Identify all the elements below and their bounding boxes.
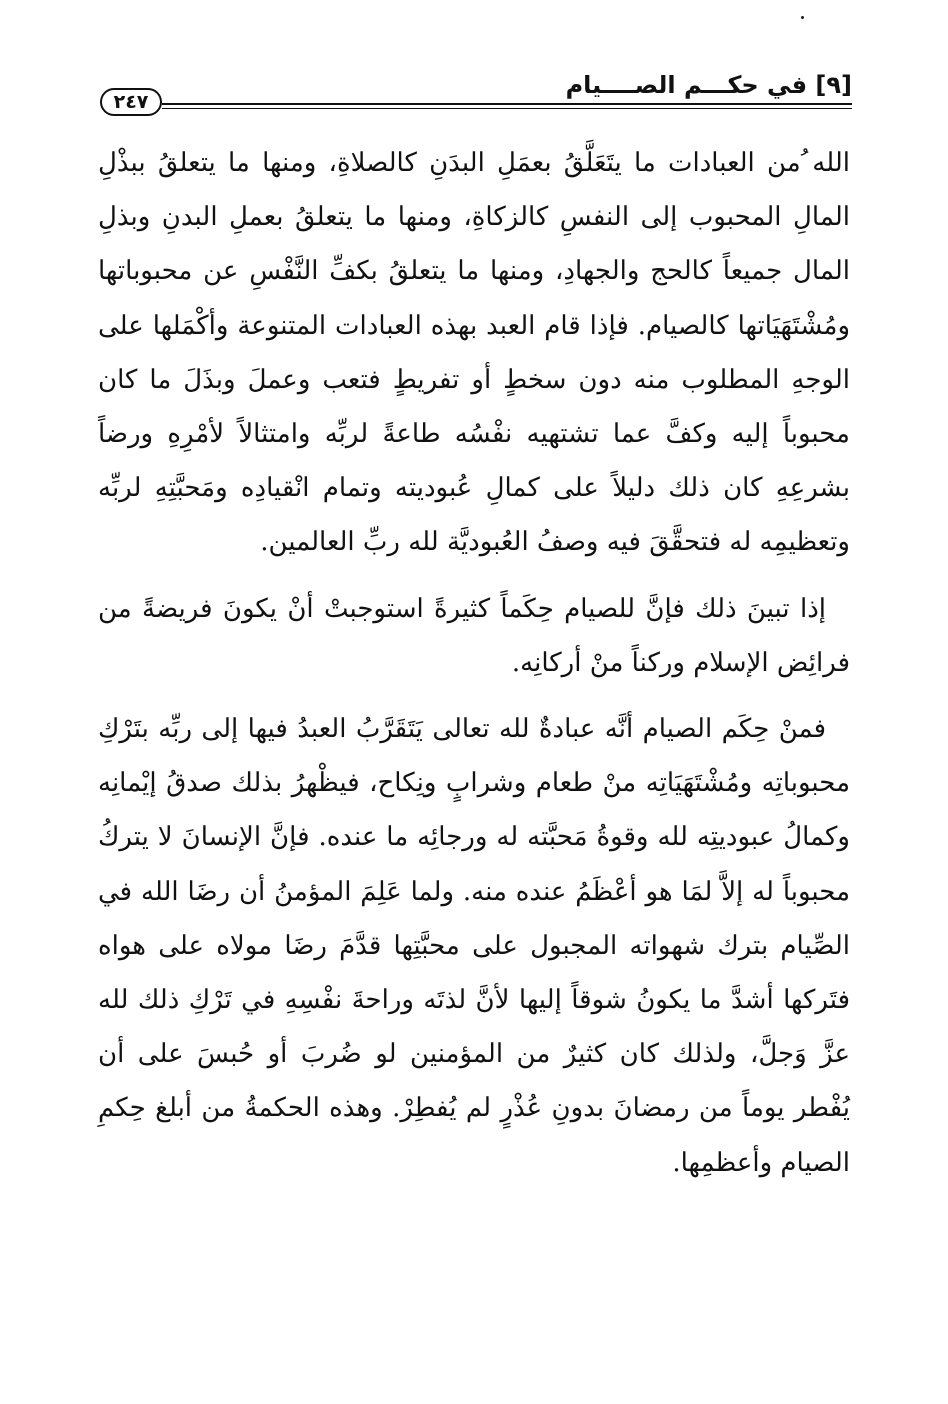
chapter-title: [٩] في حكـــم الصــــيام [565, 71, 852, 99]
ink-dot [801, 16, 804, 19]
paragraph-3: فمنْ حِكَم الصيام أنَّه عبادةٌ لله تعالى يَتَقَرَّبُ العبدُ فيها إلى ربِّه بتَرْكِ محبوباتِه ومُشْتَهَيَاتِه منْ طعام وشرابٍ ونِكاح، فيظْهرُ بذلك صدقُ إيْمانِه وكمالُ عبوديتِه لله وقوةُ مَحبَّته له ورجائِه ما عنده. فإنَّ الإنسانَ لا يتركُ محبوباً له إلاَّ لمَا هو أعْظَمُ عنده منه. ولما عَلِمَ المؤمنُ أن رضَا الله في الصِّيام بترك شهواته المجبول على محبَّتِها قدَّمَ رضَا مولاه على هواه فتَركها أشدَّ ما يكونُ شوقاً إليها لأنَّ لذتَه وراحةَ نفْسِهِ في تَرْكِ ذلك لله عزَّ وَجلَّ، ولذلك كان كثيرٌ من المؤمنين لو ضُربَ أو حُبسَ على أن يُفْطر يوماً من رمضانَ بدونِ عُذْرٍ لم يُفطِرْ. وهذه الحكمةُ من أبلغ حِكمِ الصيام وأعظمِها. [98, 714, 850, 1178]
header-rule [162, 103, 852, 109]
paragraph-1: الله ُمن العبادات ما يتَعَلَّقُ بعمَلِ البدَنِ كالصلاةِ، ومنها ما يتعلقُ ببذْلِ المالِ المحبوب إلى النفسِ كالزكاةِ، ومنها ما يتعلقُ بعملِ البدنِ وبذلِ المال جميعاً كالحج والجهادِ، ومنها ما يتعلقُ بكفِّ النَّفْسِ عن محبوباتها ومُشْتَهَيَاتها كالصيام. فإذا قام العبد بهذه العبادات المتنوعة وأكْمَلها على الوجهِ المطلوب منه دون سخطٍ أو تفريطٍ فتعب وعملَ وبذَلَ ما كان محبوباً إليه وكفَّ عما تشتهيه نفْسُه طاعةً لربِّه وامتثالاً لأمْرِهِ ورضاً بشرعِهِ كان ذلك دليلاً على كمالِ عُبوديته وتمام انْقيادِه ومَحبَّتِهِ لربِّه وتعظيمِه له فتحقَّقَ فيه وصفُ العُبوديَّة لله ربِّ العالمين. [98, 148, 850, 558]
body-text [98, 136, 850, 1190]
page-header [100, 70, 852, 116]
page-number: ٢٤٧ [100, 88, 162, 116]
paragraph-2: إذا تبينَ ذلك فإنَّ للصيام حِكَماً كثيرةً استوجبتْ أنْ يكونَ فريضةً من فرائِض الإسلام وركناً منْ أركانِه. [98, 593, 850, 678]
